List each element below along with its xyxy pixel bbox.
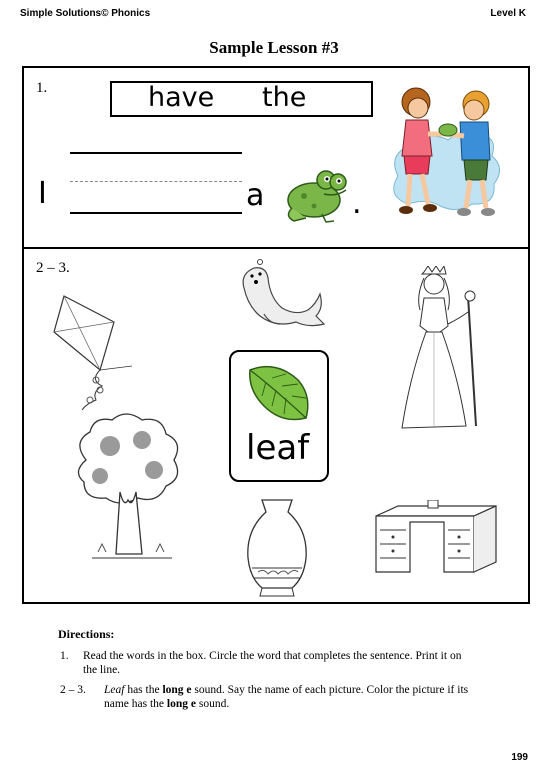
writing-top-line <box>70 152 242 154</box>
seal-icon <box>236 258 326 332</box>
directions-title: Directions: <box>58 627 115 641</box>
direction-2-text: Leaf has the long e sound. Say the name of each picture. Color the picture if its name has the long e sound. <box>104 684 469 710</box>
page-title: Sample Lesson #3 <box>209 38 339 57</box>
question-2-number: 2 – 3. <box>36 260 70 276</box>
key-word: leaf <box>246 428 310 468</box>
direction-1-number: 1. <box>60 650 69 662</box>
vase-icon <box>244 496 310 600</box>
page-number: 199 <box>511 752 528 763</box>
sentence-start: I <box>38 176 47 211</box>
frog-icon <box>282 166 352 224</box>
answer-line[interactable] <box>70 212 242 214</box>
leaf-icon <box>246 362 312 424</box>
sentence-period: . <box>352 186 362 221</box>
direction-2-number: 2 – 3. <box>60 684 86 696</box>
kite-icon <box>52 292 136 412</box>
queen-icon <box>396 266 492 438</box>
word-choice-2[interactable]: the <box>262 82 307 113</box>
level-label: Level K <box>490 8 526 19</box>
question-1-number: 1. <box>36 80 48 96</box>
word-choice-1[interactable]: have <box>148 82 215 113</box>
writing-mid-line <box>70 181 242 182</box>
direction-1-text: Read the words in the box. Circle the word that completes the sentence. Print it on the line. <box>83 650 462 676</box>
tree-icon <box>72 412 186 568</box>
sentence-word: a <box>246 178 265 213</box>
book-title: Simple Solutions© Phonics <box>20 8 151 19</box>
kids-with-frog-icon <box>388 86 506 222</box>
desk-icon <box>374 500 498 578</box>
